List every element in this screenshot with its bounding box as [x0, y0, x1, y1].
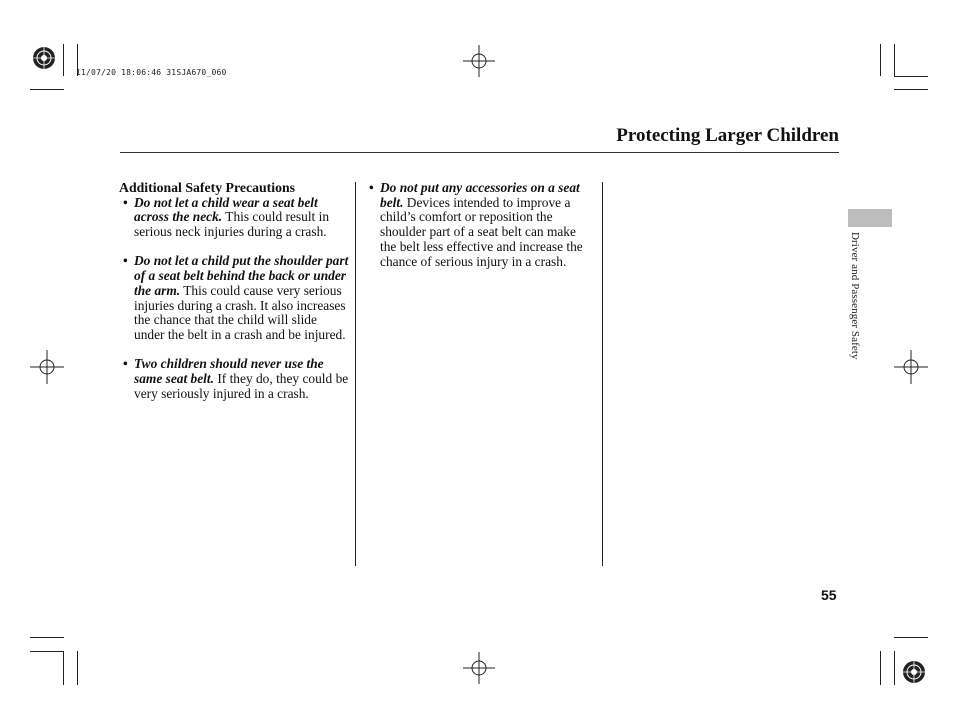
page-title: Protecting Larger Children	[616, 125, 839, 146]
crop-mark	[30, 651, 64, 652]
crosshair-mark-right	[894, 350, 928, 384]
crop-mark	[894, 44, 895, 76]
section-heading: Additional Safety Precautions	[119, 180, 296, 195]
bullet-text: This could result in serious neck injuries during a crash.	[134, 209, 330, 240]
list-item	[365, 181, 587, 269]
section-tab	[848, 209, 892, 227]
list-item	[119, 254, 349, 342]
bullet-dot: •	[123, 356, 128, 372]
column-divider	[355, 182, 356, 566]
list-item	[119, 196, 349, 240]
section-tab-label: Driver and Passenger Safety	[849, 232, 861, 360]
bullet-emphasis: Do not put any accessories on a seat belt.	[380, 180, 580, 210]
crop-mark	[63, 44, 64, 76]
crop-mark	[30, 89, 64, 90]
crop-mark	[77, 651, 78, 685]
bullet-text: If they do, they could be very seriously injured in a crash.	[134, 370, 349, 401]
crop-mark	[894, 651, 895, 685]
bullet-dot: •	[123, 253, 128, 269]
bullet-dot: •	[369, 180, 374, 195]
bullet-emphasis: Two children should never use the same seat belt.	[134, 356, 324, 386]
crop-mark	[894, 76, 928, 77]
page-number: 55	[821, 587, 837, 603]
bullet-dot: •	[123, 194, 128, 210]
left-column	[119, 181, 349, 401]
print-stamp: 11/07/20 18:06:46 31SJA670_060	[76, 68, 227, 77]
crop-mark	[880, 651, 881, 685]
registration-mark-top-left	[30, 44, 60, 74]
bullet-text: This could cause very serious injuries during a crash. It also increases the chance that the child will slide under the belt in a crash and be injured.	[134, 282, 346, 342]
crosshair-mark-top	[463, 45, 495, 77]
crop-mark	[894, 637, 928, 638]
bullet-text: Devices intended to improve a child’s comfort or reposition the shoulder part of a seat belt can make the belt less effective and increase the chance of serious injury in a crash.	[380, 194, 583, 269]
middle-column	[365, 181, 587, 269]
crosshair-mark-bottom	[463, 652, 495, 684]
bullet-emphasis: Do not let a child put the shoulder part of a seat belt behind the back or under the arm.	[134, 253, 349, 298]
crop-mark	[880, 44, 881, 76]
crop-mark	[30, 637, 64, 638]
bullet-emphasis: Do not let a child wear a seat belt across the neck.	[134, 194, 318, 225]
crop-mark	[894, 89, 928, 90]
registration-mark-bottom-right	[900, 658, 930, 688]
crop-mark	[63, 651, 64, 685]
column-divider	[602, 182, 603, 566]
list-item	[119, 357, 349, 401]
crosshair-mark-left	[30, 350, 64, 384]
header-rule	[120, 152, 839, 153]
